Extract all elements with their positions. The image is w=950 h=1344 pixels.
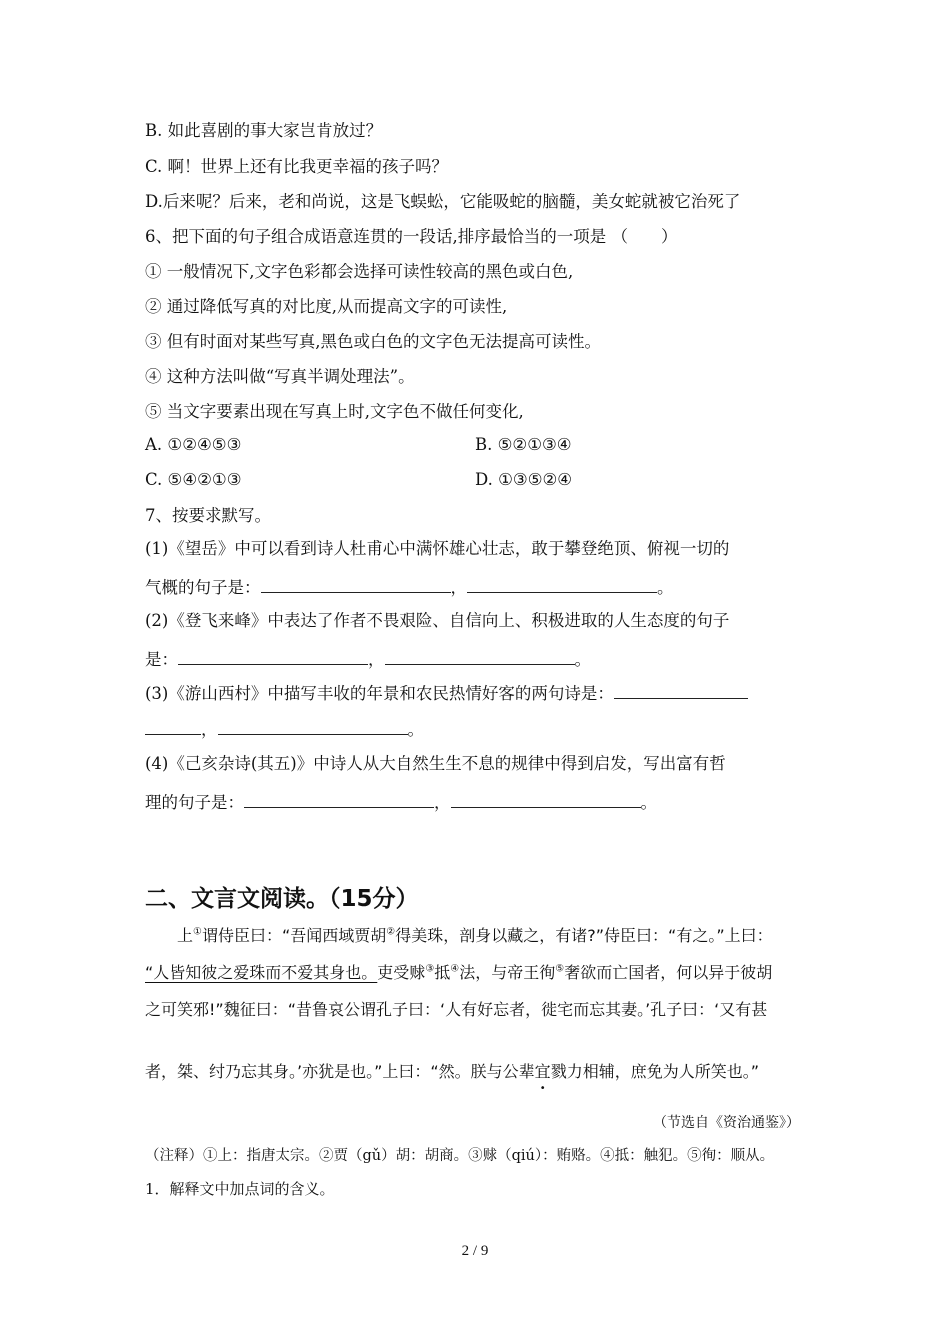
comma: ， bbox=[368, 650, 385, 669]
q6-option-b: B. ⑤②①③④ bbox=[475, 435, 572, 454]
answer-blank[interactable] bbox=[218, 718, 408, 735]
page-number: 2 / 9 bbox=[461, 1243, 489, 1259]
comma: ， bbox=[201, 720, 218, 739]
section2-question-1: 1．解释文中加点词的含义。 bbox=[145, 1180, 335, 1198]
q6-sentence-5: ⑤ 当文字要素出现在写真上时,文字色不做任何变化, bbox=[145, 402, 524, 421]
q7-part4-prefix: 理的句子是： bbox=[145, 793, 244, 812]
q7-part4-line1: (4)《己亥杂诗(其五)》中诗人从大自然生生不息的规律中得到启发，写出富有哲 bbox=[145, 754, 726, 773]
footnote-marker: ⑤ bbox=[555, 963, 565, 975]
dotted-word: 宜 bbox=[534, 1062, 551, 1081]
answer-blank[interactable] bbox=[614, 682, 748, 699]
option-d: D.后来呢？后来，老和尚说，这是飞蜈蚣，它能吸蛇的脑髓，美女蛇就被它治死了 bbox=[145, 192, 741, 211]
q6-options-row-2 bbox=[145, 469, 805, 491]
passage-source: （节选自《资治通鉴》） bbox=[653, 1115, 800, 1131]
q7-part3-text: (3)《游山西村》中描写丰收的年景和农民热情好客的两句诗是： bbox=[145, 684, 614, 703]
annotation-note: （注释）①上：指唐太宗。②贾（gǔ）胡：胡商。③赇（qiú）：贿赂。④抵：触犯。⑤徇：顺从。 bbox=[145, 1148, 775, 1164]
answer-blank[interactable] bbox=[467, 576, 657, 593]
passage-text: 戮力相辅，庶免为人所笑也。” bbox=[550, 1062, 759, 1081]
footnote-marker: ③ bbox=[425, 963, 435, 975]
q7-part1-line2 bbox=[145, 576, 674, 599]
answer-blank[interactable] bbox=[451, 791, 641, 808]
passage-text: 得美珠，剖身以藏之，有诸?”侍臣曰：“有之。”上曰： bbox=[395, 926, 773, 945]
underlined-sentence: “人皆知彼之爱珠而不爱其身也。 bbox=[145, 963, 378, 982]
comma: ， bbox=[434, 793, 451, 812]
q7-part2-prefix: 是： bbox=[145, 650, 178, 669]
footnote-marker: ④ bbox=[450, 963, 460, 975]
period: 。 bbox=[657, 578, 674, 597]
footnote-marker: ② bbox=[386, 926, 396, 938]
q6-option-a: A. ①②④⑤③ bbox=[145, 435, 242, 454]
q7-part1-line1: (1)《望岳》中可以看到诗人杜甫心中满怀雄心壮志，敢于攀登绝顶、俯视一切的 bbox=[145, 539, 730, 558]
period: 。 bbox=[574, 650, 591, 669]
q7-stem: 7、按要求默写。 bbox=[145, 506, 271, 525]
answer-blank[interactable] bbox=[178, 648, 368, 665]
answer-blank-continued[interactable] bbox=[145, 718, 201, 735]
passage-text: 奢欲而亡国者，何以异于彼胡 bbox=[564, 963, 773, 982]
q6-stem: 6、把下面的句子组合成语意连贯的一段话,排序最恰当的一项是 （ ） bbox=[145, 227, 678, 246]
passage-line-4 bbox=[145, 1061, 759, 1083]
passage-text: 谓侍臣曰：“吾闻西域贾胡 bbox=[201, 926, 387, 945]
q6-option-c: C. ⑤④②①③ bbox=[145, 470, 242, 489]
period: 。 bbox=[407, 720, 424, 739]
q7-part1-prefix: 气概的句子是： bbox=[145, 578, 261, 597]
q7-part2-line2 bbox=[145, 648, 591, 671]
option-b: B. 如此喜剧的事大家岂肯放过？ bbox=[145, 121, 383, 140]
answer-blank[interactable] bbox=[261, 576, 451, 593]
comma: ， bbox=[450, 578, 467, 597]
passage-text: 抵 bbox=[434, 963, 451, 982]
passage-line-3: 之可笑邪!”魏征曰：“昔鲁哀公谓孔子曰：‘人有好忘者，徙宅而忘其妻。’孔子曰：‘又有甚 bbox=[145, 1000, 768, 1019]
footnote-marker: ① bbox=[193, 926, 202, 938]
q6-option-d: D. ①③⑤②④ bbox=[475, 470, 573, 489]
answer-blank[interactable] bbox=[385, 648, 575, 665]
option-c: C. 啊！世界上还有比我更幸福的孩子吗？ bbox=[145, 157, 449, 176]
q6-sentence-4: ④ 这种方法叫做“写真半调处理法”。 bbox=[145, 367, 415, 386]
q7-part4-line2 bbox=[145, 791, 657, 814]
answer-blank[interactable] bbox=[244, 791, 434, 808]
q6-sentence-1: ① 一般情况下,文字色彩都会选择可读性较高的黑色或白色, bbox=[145, 262, 574, 281]
q6-sentence-3: ③ 但有时面对某些写真,黑色或白色的文字色无法提高可读性。 bbox=[145, 332, 601, 351]
passage-text: 上 bbox=[177, 926, 194, 945]
q6-sentence-2: ② 通过降低写真的对比度,从而提高文字的可读性, bbox=[145, 297, 508, 316]
passage-line-2 bbox=[145, 962, 772, 984]
period: 。 bbox=[640, 793, 657, 812]
q7-part2-line1: (2)《登飞来峰》中表达了作者不畏艰险、自信向上、积极进取的人生态度的句子 bbox=[145, 611, 730, 630]
q6-options-row-1 bbox=[145, 434, 805, 456]
passage-line-1 bbox=[177, 925, 773, 947]
passage-text: 法，与帝王徇 bbox=[459, 963, 556, 982]
q7-part3-line1 bbox=[145, 682, 748, 705]
section-heading: 二、文言文阅读。（15分） bbox=[145, 886, 419, 912]
passage-text: 吏受赇 bbox=[377, 963, 426, 982]
q7-part3-line2 bbox=[145, 718, 424, 741]
passage-text: 者，桀、纣乃忘其身。’亦犹是也。”上曰：“然。朕与公辈 bbox=[145, 1062, 535, 1081]
